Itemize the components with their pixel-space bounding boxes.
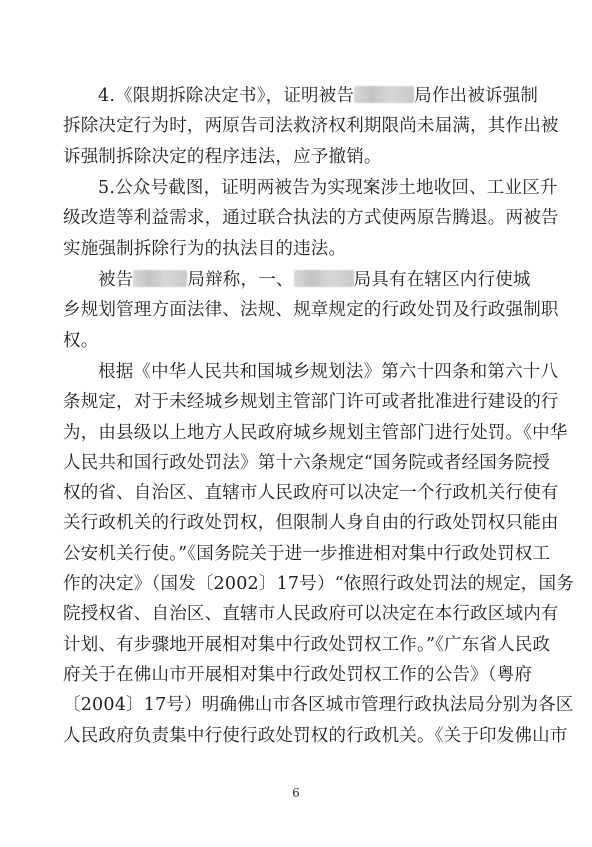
text-line: 条规定，对于未经城乡规划主管部门许可或者批准进行建设的行 [63, 392, 559, 413]
text-segment: 局具有在辖区内行使城 [353, 270, 531, 290]
text-line: 关行政机关的行政处罚权，但限制人身自由的行政处罚权只能由 [63, 513, 559, 534]
text-line: 乡规划管理方面法律、法规、规章规定的行政处罚及行政强制职 [63, 300, 559, 321]
text-line: 权的省、自治区、直辖市人民政府可以决定一个行政机关行使有 [63, 483, 559, 504]
redaction-mark [133, 270, 187, 287]
text-line: 府关于在佛山市开展相对集中行政处罚权工作的公告》（粤府 [63, 664, 533, 685]
text-segment: 4.《限期拆除决定书》，证明被告 [98, 86, 355, 106]
text-line: 人民政府负责集中行使行政处罚权的行政机关。《关于印发佛山市 [63, 725, 568, 746]
paragraph-defense [63, 265, 559, 356]
text-line: 公安机关行使。”《国务院关于进一步推进相对集中行政处罚权工 [63, 543, 551, 564]
text-line: 院授权省、自治区、直辖市人民政府可以决定在本行政区域内有 [63, 604, 559, 625]
text-line: 权。 [63, 330, 99, 351]
paragraph-item-4 [63, 81, 559, 172]
text-line: 级改造等利益需求，通过联合执法的方式使两原告腾退。两被告 [63, 208, 559, 229]
text-line: 计划、有步骤地开展相对集中行政处罚权工作。”《广东省人民政 [63, 634, 551, 655]
text-line: 根据《中华人民共和国城乡规划法》第六十四条和第六十八 [98, 362, 559, 382]
text-line: 〔2004〕17号）明确佛山市各区城市管理行政执法局分别为各区 [63, 695, 574, 716]
text-line: 人民共和国行政处罚法》第十六条规定“国务院或者经国务院授 [63, 452, 551, 473]
text-segment: 局作出被诉强制 [414, 86, 539, 106]
text-line: 拆除决定行为时，两原告司法救济权利期限尚未届满，其作出被 [63, 116, 559, 137]
redaction-mark [294, 270, 354, 287]
text-line [63, 81, 551, 111]
text-line: 诉强制拆除决定的程序违法，应予撤销。 [63, 146, 382, 167]
page-number: 6 [292, 786, 300, 800]
text-line [63, 265, 551, 295]
text-line: 作的决定》（国发〔2002〕17号）“依照行政处罚法的规定，国务 [63, 574, 574, 595]
text-line: 5.公众号截图，证明两被告为实现案涉土地收回、工业区升 [98, 178, 558, 198]
paragraph-item-5 [63, 173, 559, 264]
text-line: 为，由县级以上地方人民政府城乡规划主管部门进行处罚。《中华 [63, 422, 568, 443]
paragraph-legal-basis [63, 357, 574, 751]
text-segment: 被告 [98, 270, 134, 290]
text-segment: 局辩称，一、 [187, 270, 294, 290]
redaction-mark [354, 86, 414, 103]
text-line: 实施强制拆除行为的执法目的违法。 [63, 238, 347, 259]
